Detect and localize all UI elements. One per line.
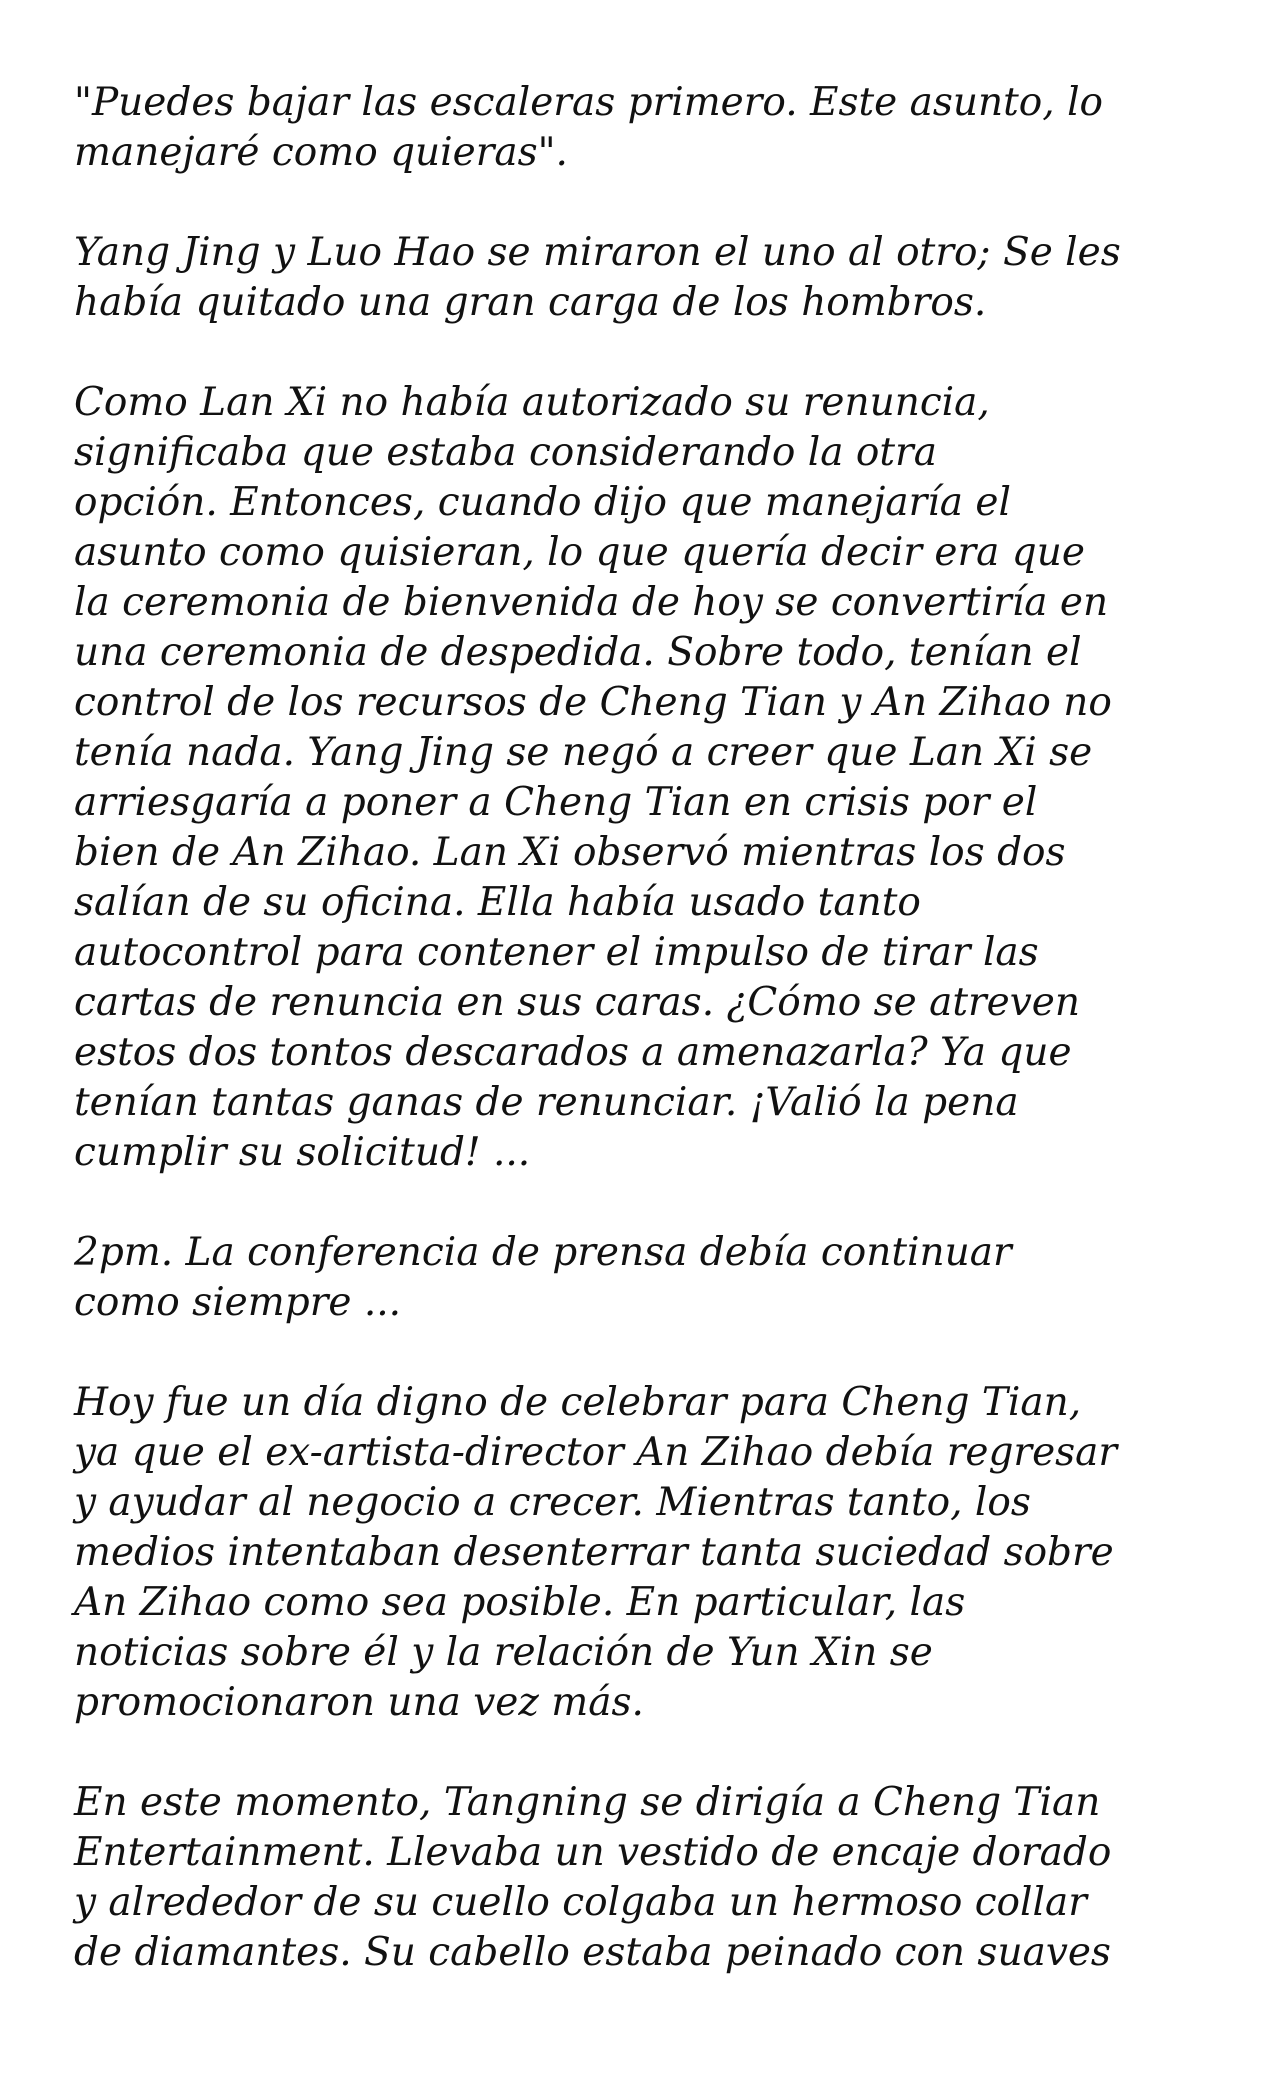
paragraph-press-conference: 2pm. La conferencia de prensa debía continuar como siempre ...	[74, 1230, 1012, 1325]
paragraph-dialogue: "Puedes bajar las escaleras primero. Este asunto, lo manejaré como quieras".	[74, 80, 1104, 175]
paragraph-tangning: En este momento, Tangning se dirigía a Cheng Tian Entertainment. Llevaba un vestido de encaje dorado y alrededor de su cuello colgaba un hermoso collar de diamantes. Su cabello estaba peinado con suaves	[74, 1780, 1112, 1975]
paragraph-lan-xi-decision: Como Lan Xi no había autorizado su renuncia, significaba que estaba considerando la otra opción. Entonces, cuando dijo que manejaría el asunto como quisieran, lo que quería decir era que la ceremonia de bienvenida de hoy se convertiría en una ceremonia de despedida. Sobre todo, tenían el control de los recursos de Cheng Tian y An Zihao no tenía nada. Yang Jing se negó a creer que Lan Xi se arriesgaría a poner a Cheng Tian en crisis por el bien de An Zihao. Lan Xi observó mientras los dos salían de su oficina. Ella había usado tanto autocontrol para contener el impulso de tirar las cartas de renuncia en sus caras. ¿Cómo se atreven estos dos tontos descarados a amenazarla? Ya que tenían tantas ganas de renunciar. ¡Valió la pena cumplir su solicitud! ...	[74, 380, 1112, 1175]
paragraph-relief: Yang Jing y Luo Hao se miraron el uno al otro; Se les había quitado una gran carga de los hombros.	[74, 230, 1121, 325]
document-page	[74, 78, 1224, 2028]
paragraph-celebration: Hoy fue un día digno de celebrar para Cheng Tian, ya que el ex-artista-director An Zihao debía regresar y ayudar al negocio a crecer. Mientras tanto, los medios intentaban desenterrar tanta suciedad sobre An Zihao como sea posible. En particular, las noticias sobre él y la relación de Yun Xin se promocionaron una vez más.	[74, 1380, 1118, 1725]
